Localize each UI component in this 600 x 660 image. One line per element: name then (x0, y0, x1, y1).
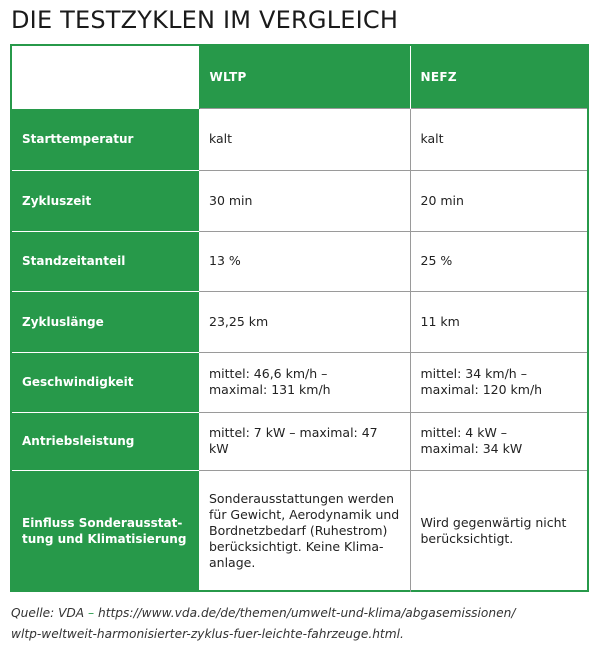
nefz-value-line: Wird gegenwärtig nicht (420, 515, 567, 531)
nefz-value: kalt (410, 108, 587, 170)
wltp-value (199, 352, 410, 412)
row-label: Starttemperatur (12, 108, 199, 170)
header-empty-cell (12, 46, 199, 108)
source-note (11, 603, 591, 645)
table-row (12, 412, 587, 470)
row-label-line: Einfluss Sonderausstat- (22, 516, 183, 531)
table-header-row (12, 46, 587, 108)
source-prefix: Quelle: VDA (11, 606, 85, 620)
row-label-line: tung und Klimatisierung (22, 532, 187, 547)
wltp-value: mittel: 7 kW – maximal: 47 kW (199, 412, 410, 470)
table-row (12, 291, 587, 352)
wltp-value-line: Bordnetzbedarf (Ruhestrom) (209, 523, 388, 539)
wltp-value: 23,25 km (199, 291, 410, 352)
wltp-value: 30 min (199, 170, 410, 231)
wltp-value: kalt (199, 108, 410, 170)
row-label: Geschwindigkeit (12, 352, 199, 412)
nefz-value-line: maximal: 120 km/h (420, 382, 543, 397)
source-url-line-2[interactable]: wltp-weltweit-harmonisierter-zyklus-fuer-leichte-fahrzeuge.html. (11, 627, 404, 641)
row-label: Zykluszeit (12, 170, 199, 231)
wltp-value-line: mittel: 46,6 km/h – (209, 366, 328, 381)
wltp-value-line: berücksichtigt. Keine Klima- (209, 539, 384, 555)
nefz-value (410, 352, 587, 412)
wltp-value (199, 470, 410, 592)
wltp-value: 13 % (199, 231, 410, 291)
page-title: DIE TESTZYKLEN IM VERGLEICH (11, 6, 399, 34)
source-separator: – (88, 606, 95, 620)
nefz-value: 11 km (410, 291, 587, 352)
table-row (12, 170, 587, 231)
table-row (12, 352, 587, 412)
row-label (12, 470, 199, 592)
nefz-value: 25 % (410, 231, 587, 291)
header-nefz: NEFZ (410, 46, 587, 108)
nefz-value (410, 412, 587, 470)
nefz-value-line: mittel: 34 km/h – (420, 366, 527, 381)
wltp-value-line: anlage. (209, 555, 256, 571)
table-row (12, 108, 587, 170)
comparison-table (12, 46, 587, 592)
nefz-value: 20 min (410, 170, 587, 231)
nefz-value-line: mittel: 4 kW – (420, 425, 508, 440)
row-label: Standzeitanteil (12, 231, 199, 291)
row-label: Antriebsleistung (12, 412, 199, 470)
wltp-value-line: Sonderausstattungen werden (209, 491, 394, 507)
row-label: Zykluslänge (12, 291, 199, 352)
table-row (12, 470, 587, 592)
table-row (12, 231, 587, 291)
source-url-line-1[interactable]: https://www.vda.de/de/themen/umwelt-und-klima/abgasemissionen/ (97, 606, 516, 620)
comparison-table-frame (10, 44, 589, 592)
nefz-value-line: berücksichtigt. (420, 531, 514, 547)
nefz-value-line: maximal: 34 kW (420, 441, 523, 456)
wltp-value-line: maximal: 131 km/h (209, 382, 331, 397)
header-wltp: WLTP (199, 46, 410, 108)
nefz-value (410, 470, 587, 592)
wltp-value-line: für Gewicht, Aerodynamik und (209, 507, 400, 523)
